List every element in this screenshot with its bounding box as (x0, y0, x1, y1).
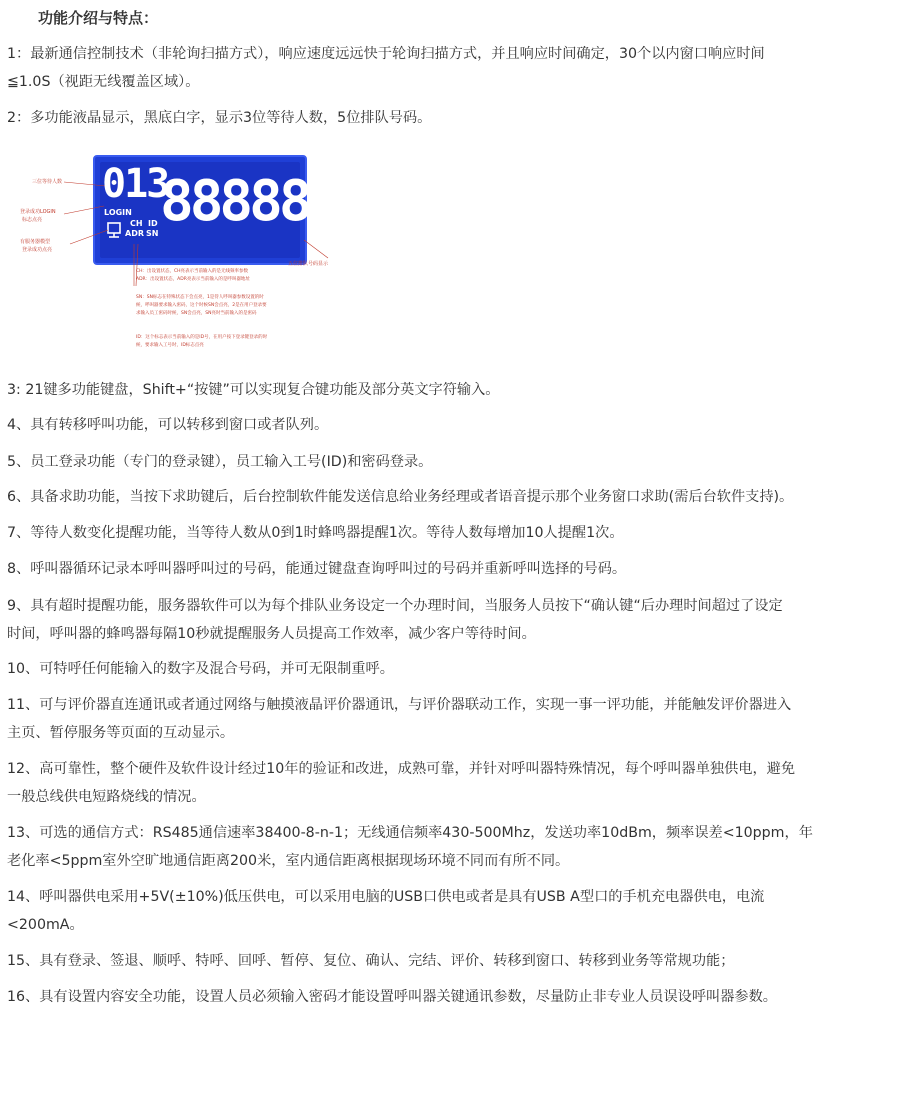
feature-item-13 (7, 819, 907, 875)
lcd-waiting-count: 013 (102, 161, 169, 207)
feature-12-line-2: 一般总线供电短路烧线的情况。 (7, 789, 206, 805)
feature-12-line-1: 12、高可靠性，整个硬件及软件设计经过10年的验证和改进，成熟可靠，并针对呼叫器特殊情况，每个呼叫器单独供电，避免 (7, 761, 796, 777)
feature-7-line-1: 7、等待人数变化提醒功能，当等待人数从0到1时蜂鸣器提醒1次。等待人数每增加10人提醒1次。 (7, 525, 624, 541)
feature-6-line-1: 6、具备求助功能，当按下求助键后，后台控制软件能发送信息给业务经理或者语音提示那个业务窗口求助(需后台软件支持)。 (7, 489, 794, 505)
annotation-login-line-2: 标志点亮 (22, 217, 43, 223)
annotation-device-line-2: 登录成功点亮 (22, 247, 53, 253)
lcd-adr-label: ADR (125, 229, 144, 238)
annotation-login-line-1: 登录成功LOGIN (20, 209, 56, 215)
feature-14-line-2: <200mA。 (7, 917, 84, 933)
annotation-sn-line-3: 求输入员工密码时候，SN会点亮，SN亮时当前输入的是密码 (136, 311, 257, 316)
annotation-queue: 五位排队号码显示 (288, 261, 329, 267)
feature-item-12 (7, 755, 907, 811)
annotation-sn-line-1: SN：SN标志在特殊状态下会点亮，1是待人呼叫器参数设置的时 (136, 295, 264, 300)
feature-item-5 (7, 448, 907, 476)
feature-1-line-2: ≦1.0S（视距无线覆盖区域）。 (7, 74, 200, 90)
annotation-id-line-1: ID：这个标志表示当前输入的是ID号，在用户按下登录键登录的时 (136, 335, 268, 340)
annotation-ch-line-1: CH：出设置状态，CH亮表示当前输入的是无线频率参数 (136, 269, 249, 274)
feature-11-line-2: 主页、暂停服务等页面的互动显示。 (7, 725, 235, 741)
feature-13-line-2: 老化率<5ppm室外空旷地通信距离200米，室内通信距离根据现场环境不同而有所不同。 (7, 853, 570, 869)
feature-item-1 (7, 40, 907, 96)
feature-13-line-1: 13、可选的通信方式：RS485通信速率38400-8-n-1；无线通信频率430-500Mhz，发送功率10dBm，频率误差<10ppm，年 (7, 825, 813, 841)
feature-item-6 (7, 483, 907, 511)
feature-1-line-1: 1：最新通信控制技术（非轮询扫描方式），响应速度远远快于轮询扫描方式，并且响应时间确定，30个以内窗口响应时间 (7, 46, 765, 62)
feature-15-line-1: 15、具有登录、签退、顺呼、特呼、回呼、暂停、复位、确认、完结、评价、转移到窗口、转移到业务等常规功能； (7, 953, 735, 969)
section-heading: 功能介绍与特点： (38, 9, 159, 27)
feature-9-line-2: 时间，呼叫器的蜂鸣器每隔10秒就提醒服务人员提高工作效率，减少客户等待时间。 (7, 626, 536, 642)
feature-item-9 (7, 592, 907, 648)
feature-item-11 (7, 691, 907, 747)
feature-item-16 (7, 983, 907, 1011)
feature-item-14 (7, 883, 907, 939)
lcd-queue-number: 88888 (160, 169, 309, 234)
annotation-id-line-2: 候，要求输入工号时，ID标志点亮 (136, 343, 204, 348)
annotation-waiting: 三位等待人数 (32, 179, 63, 185)
feature-9-line-1: 9、具有超时提醒功能，服务器软件可以为每个排队业务设定一个办理时间，当服务人员按下“确认键“后办理时间超过了设定 (7, 598, 783, 614)
lcd-id-label: ID (148, 219, 158, 228)
feature-2-line-1: 2：多功能液晶显示，黑底白字，显示3位等待人数，5位排队号码。 (7, 110, 432, 126)
feature-8-line-1: 8、呼叫器循环记录本呼叫器呼叫过的号码，能通过键盘查询呼叫过的号码并重新呼叫选择的号码。 (7, 561, 627, 577)
lcd-diagram (18, 150, 338, 355)
annotation-device-line-1: 有服务器模型 (20, 239, 51, 245)
lcd-ch-label: CH (130, 219, 143, 228)
feature-item-2 (7, 104, 907, 132)
feature-item-4 (7, 411, 907, 439)
lcd-login-label: LOGIN (104, 208, 132, 217)
feature-14-line-1: 14、呼叫器供电采用+5V(±10%)低压供电，可以采用电脑的USB口供电或者是具有USB A型口的手机充电器供电，电流 (7, 889, 765, 905)
feature-item-3 (7, 376, 907, 404)
lcd-sn-label: SN (146, 229, 159, 238)
feature-11-line-1: 11、可与评价器直连通讯或者通过网络与触摸液晶评价器通讯，与评价器联动工作，实现一事一评功能，并能触发评价器进入 (7, 697, 792, 713)
feature-item-7 (7, 519, 907, 547)
annotation-sn-line-2: 候，呼叫器要求输入密码，这个时候SN会点亮，2是在用户登录要 (136, 303, 267, 308)
feature-item-15 (7, 947, 907, 975)
feature-16-line-1: 16、具有设置内容安全功能，设置人员必须输入密码才能设置呼叫器关键通讯参数，尽量防止非专业人员误设呼叫器参数。 (7, 989, 777, 1005)
feature-item-8 (7, 555, 907, 583)
feature-10-line-1: 10、可特呼任何能输入的数字及混合号码，并可无限制重呼。 (7, 661, 394, 677)
feature-3-line-1: 3: 21键多功能键盘，Shift+“按键”可以实现复合键功能及部分英文字符输入。 (7, 382, 500, 398)
feature-item-10 (7, 655, 907, 683)
feature-4-line-1: 4、具有转移呼叫功能，可以转移到窗口或者队列。 (7, 417, 329, 433)
feature-5-line-1: 5、员工登录功能（专门的登录键），员工输入工号(ID)和密码登录。 (7, 454, 433, 470)
annotation-ch-line-2: ADR：出设置状态，ADR亮表示当前输入的是呼叫器地址 (136, 277, 250, 282)
